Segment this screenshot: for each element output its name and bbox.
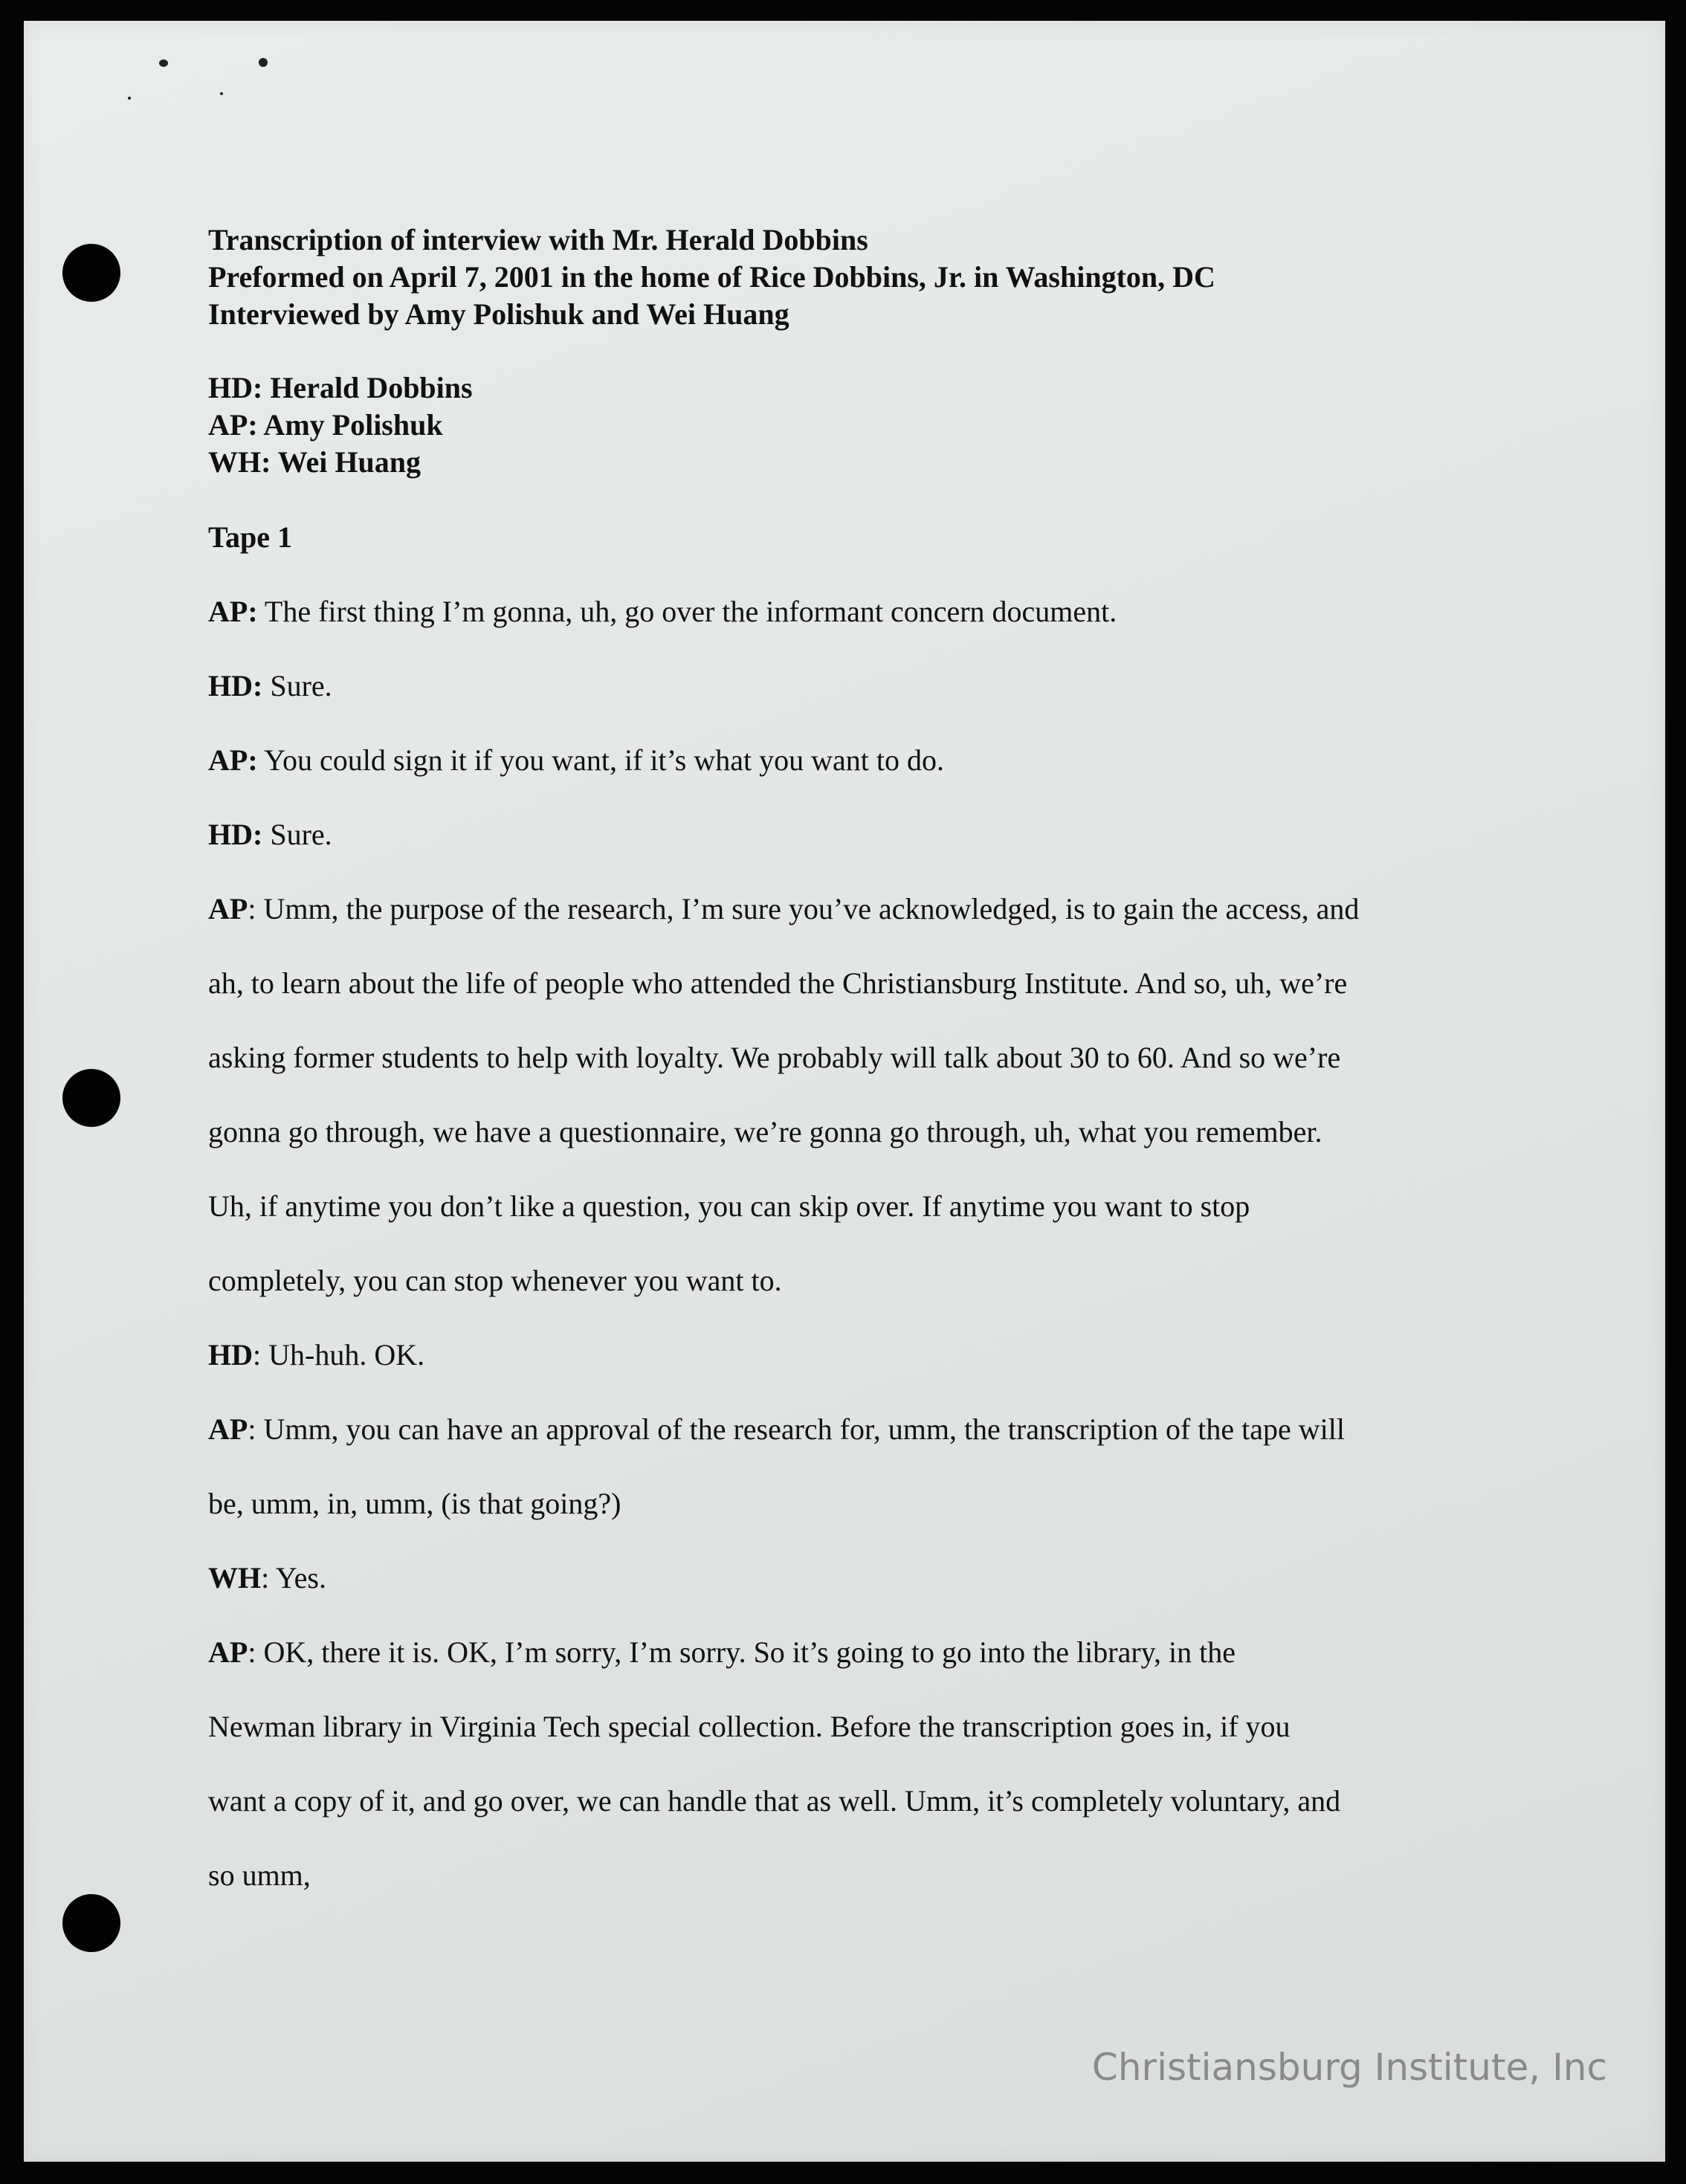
transcript-line <box>208 1039 1340 1076</box>
line-text: : Uh-huh. OK. <box>253 1338 425 1372</box>
line-text: Newman library in Virginia Tech special collection. Before the transcription goes in, if you <box>208 1710 1291 1743</box>
transcript-line <box>208 742 944 779</box>
transcript-line <box>208 1262 782 1299</box>
header-date-location: Preformed on April 7, 2001 in the home of Rice Dobbins, Jr. in Washington, DC <box>208 260 1215 294</box>
tape-label: Tape 1 <box>208 520 293 554</box>
speaker-key <box>208 369 473 481</box>
speaker-key-item: AP: Amy Polishuk <box>208 408 443 442</box>
document-page <box>24 21 1665 2162</box>
transcript-line <box>208 891 1359 928</box>
line-text: be, umm, in, umm, (is that going?) <box>208 1487 621 1520</box>
line-text: : OK, there it is. OK, I’m sorry, I’m sorry. So it’s going to go into the library, in the <box>248 1635 1236 1669</box>
line-text: : Yes. <box>261 1561 326 1595</box>
paper-mark <box>128 97 131 100</box>
line-text: Sure. <box>262 818 332 851</box>
speaker-tag: AP: <box>208 743 258 777</box>
line-text: The first thing I’m gonna, uh, go over the informant concern document. <box>257 595 1117 628</box>
line-text: You could sign it if you want, if it’s what you want to do. <box>257 743 944 777</box>
line-text: completely, you can stop whenever you want to. <box>208 1264 782 1297</box>
transcript-line <box>208 965 1347 1002</box>
transcript-line <box>208 1708 1291 1745</box>
paper-mark <box>159 59 168 67</box>
transcript-line <box>208 1560 326 1597</box>
speaker-tag: AP: <box>208 595 258 628</box>
transcript-line <box>208 1188 1250 1225</box>
line-text: so umm, <box>208 1858 311 1892</box>
header-interviewers: Interviewed by Amy Polishuk and Wei Huang <box>208 297 789 331</box>
binder-hole-top <box>62 244 120 302</box>
binder-hole-middle <box>62 1069 120 1127</box>
paper-mark <box>259 58 268 67</box>
speaker-tag: HD: <box>208 818 263 851</box>
line-text: asking former students to help with loyalty. We probably will talk about 30 to 60. And so we’re <box>208 1041 1341 1074</box>
line-text: : Umm, you can have an approval of the research for, umm, the transcription of the tape will <box>248 1412 1346 1446</box>
line-text: Uh, if anytime you don’t like a question, you can skip over. If anytime you want to stop <box>208 1189 1250 1223</box>
speaker-key-item: HD: Herald Dobbins <box>208 371 473 404</box>
transcript-line <box>208 1634 1236 1671</box>
line-text: Sure. <box>262 669 332 702</box>
speaker-tag: HD: <box>208 669 263 702</box>
watermark: Christiansburg Institute, Inc <box>1091 2046 1607 2089</box>
transcript-line <box>208 593 1117 630</box>
line-text: gonna go through, we have a questionnaire, we’re gonna go through, uh, what you remember. <box>208 1115 1322 1148</box>
speaker-tag: WH <box>208 1561 262 1595</box>
document-header <box>208 222 1215 333</box>
speaker-tag: AP <box>208 1412 248 1446</box>
speaker-tag: HD <box>208 1338 253 1372</box>
transcript-line <box>208 1114 1322 1151</box>
transcript-line <box>208 1783 1340 1820</box>
speaker-key-item: WH: Wei Huang <box>208 445 421 479</box>
line-text: : Umm, the purpose of the research, I’m sure you’ve acknowledged, is to gain the access, and <box>248 892 1360 925</box>
binder-hole-bottom <box>62 1894 120 1952</box>
line-text: ah, to learn about the life of people who attended the Christiansburg Institute. And so, uh, we’re <box>208 966 1348 1000</box>
transcript-line <box>208 1485 621 1522</box>
line-text: want a copy of it, and go over, we can handle that as well. Umm, it’s completely voluntary, and <box>208 1784 1341 1818</box>
speaker-tag: AP <box>208 1635 248 1669</box>
header-title: Transcription of interview with Mr. Herald Dobbins <box>208 223 868 256</box>
transcript-line <box>208 1411 1345 1448</box>
paper-mark <box>220 92 223 95</box>
transcript-line <box>208 1337 424 1374</box>
transcript-line <box>208 1857 311 1894</box>
speaker-tag: AP <box>208 892 248 925</box>
transcript-line <box>208 668 332 705</box>
transcript-line <box>208 816 332 853</box>
